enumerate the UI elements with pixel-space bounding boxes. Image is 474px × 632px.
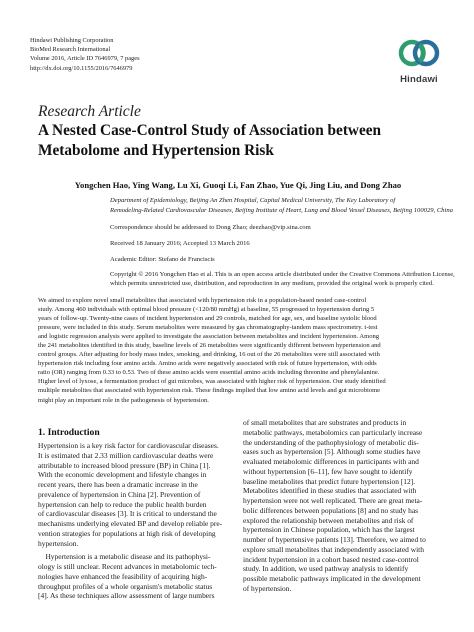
copyright-line: Copyright © 2016 Yongchen Hao et al. This is an open access article distributed under the Creative Commons Attribution License, (110, 271, 455, 278)
abstract-line: control groups. After adjusting for body mass index, smoking, and drinking, 16 out of the 26 metabolites were still associated with (38, 351, 380, 359)
body-line: ology is still unclear. Recent advances in metabolomic tech- (38, 562, 217, 571)
body-line: Hypertension is a key risk factor for cardiovascular diseases. (38, 441, 219, 450)
academic-editor: Academic Editor: Stefano de Franciscis (110, 256, 215, 263)
abstract-line: We aimed to explore novel small metabolites that associated with hypertension risk in a population-based nested case-control (38, 297, 367, 304)
body-line: hypertension can help to reduce the public health burden (38, 499, 207, 509)
body-line: mechanisms underlying elevated BP and develop reliable pre- (38, 519, 223, 528)
body-line: of hypertension. (243, 583, 292, 593)
body-line: vention strategies for populations at high risk of developing (38, 528, 216, 538)
body-line: explore small metabolites that independently associated with (243, 544, 424, 554)
section-heading-introduction: 1. Introduction (38, 427, 100, 438)
article-title-line: Metabolome and Hypertension Risk (38, 141, 274, 159)
intro-column-left (38, 441, 234, 601)
body-line: metabolic pathways, metabolomics can particularly increase (243, 427, 423, 437)
intro-column-right (243, 418, 443, 594)
correspondence: Correspondence should be addressed to Dong Zhao; deezhao@vip.sina.com (110, 224, 311, 231)
article-title-line: A Nested Case-Control Study of Association between (38, 122, 382, 139)
abstract-line: might play an important role in the pathogenesis of hypertension. (38, 396, 209, 404)
journal-doi: http://dx.doi.org/10.1155/2016/7646979 (30, 64, 133, 72)
abstract-line: hypertension risk including four amino acids. Amino acids were negatively associated with risk of future hypertension, with odds (38, 360, 377, 368)
author-list: Yongchen Hao, Ying Wang, Lu Xi, Guoqi Li, Fan Zhao, Yue Qi, Jing Liu, and Dong Zhao (74, 180, 402, 190)
abstract-line: and logistic regression analysis were applied to investigate the association between metabolites and incident hypertension. Among (38, 333, 380, 341)
body-line: hypertension. (38, 538, 79, 548)
body-line: throughput profiles of a whole organism's metabolic status (38, 581, 213, 591)
abstract-line: ratio (OR) ranging from 0.33 to 0.53. Two of these amino acids were essential amino acids including threonine and phenylalanine. (38, 369, 380, 377)
affiliation (110, 196, 453, 215)
journal-info (30, 36, 290, 73)
body-line: [4]. As these techniques allow assessment of large numbers (38, 591, 215, 601)
article-type: Research Article (38, 103, 141, 120)
body-line: evaluated metabolomic differences in participants with and (243, 457, 419, 466)
body-line: Metabolites identified in these studies that associated with (243, 486, 417, 496)
abstract-line: years of follow-up. Twenty-nine cases of incident hypertension and 29 controls, matched for age, sex, and baseline systolic blood (38, 315, 377, 323)
body-line: nologies have enhanced the feasibility of acquiring high- (38, 571, 208, 581)
abstract-line: pressure, were included in this study. Serum metabolites were measured by gas chromatography-tandem mass spectrometry. t-test (38, 324, 378, 332)
abstract (38, 296, 438, 405)
journal-publisher: Hindawi Publishing Corporation (30, 37, 114, 44)
hindawi-logo-icon (393, 34, 445, 74)
hindawi-logo (393, 34, 445, 90)
body-line: With the economic development and lifestyle changes in (38, 470, 207, 480)
body-line: hypertension in Chinese population, which has the largest (243, 525, 415, 535)
body-line: prevalence of hypertension in China [2]. Prevention of (38, 489, 201, 499)
copyright-line: which permits unrestricted use, distribution, and reproduction in any medium, provided the original work is properly cited. (110, 280, 434, 288)
abstract-line: study. Among 460 individuals with optimal blood pressure (<120/80 mmHg) at baseline, 55 progressed to hypertension during 5 (38, 306, 375, 314)
journal-volume: Volume 2016, Article ID 7646979, 7 pages (30, 55, 140, 63)
body-line: eases such as hypertension [5]. Although some studies have (243, 447, 421, 457)
journal-name: BioMed Research International (30, 46, 111, 54)
body-line: bolic differences between populations [8] and no study has (243, 505, 419, 515)
copyright-notice (110, 270, 455, 288)
body-line: baseline metabolites that predict future hypertension [12]. (243, 476, 416, 486)
affiliation-line: Remodeling-Related Cardiovascular Diseases, Beijing Institute of Heart, Lung and Blood Vessel Diseases, Beijing 100029, China (110, 206, 453, 214)
body-line: explored the relationship between metabolites and risk of (243, 515, 414, 525)
abstract-line: the 241 metabolites identified in this study, baseline levels of 26 metabolites were significantly different between hypertension and (38, 342, 381, 350)
abstract-line: multiple metabolites that associated with hypertension risk. These findings implied that low amino acid levels and gut microbiome (38, 387, 381, 395)
affiliation-line: Department of Epidemiology, Beijing An Zhen Hospital, Capital Medical University, The Key Laboratory of (110, 197, 396, 204)
body-line: attributable to increased blood pressure (BP) in China [1]. (38, 460, 211, 470)
body-line: It is estimated that 2.33 million cardiovascular deaths were (38, 450, 214, 460)
body-line: the understanding of the pathophysiology of metabolic dis- (243, 437, 419, 447)
body-line: incident hypertension in a cohort based nested case-control (243, 554, 419, 564)
received-dates: Received 18 January 2016; Accepted 13 March 2016 (110, 240, 250, 247)
article-title (38, 121, 438, 160)
body-line: possible metabolic pathways implicated in the development (243, 574, 421, 583)
body-line: number of hypertensive patients [13]. Therefore, we aimed to (243, 535, 426, 544)
body-line: Hypertension is a metabolic disease and its pathophysi- (38, 552, 211, 562)
abstract-line: Higher level of lyxose, a fermentation product of gut microbes, was associated with higher risk of hypertension. Our study identified (38, 378, 386, 386)
body-line: study. In addition, we used pathway analysis to identify (243, 564, 409, 574)
body-line: of cardiovascular diseases [3]. It is critical to understand the (38, 509, 217, 519)
body-line: of small metabolites that are substrates and products in (243, 418, 407, 427)
body-line: hypertension were not well replicated. There are great meta- (243, 496, 423, 505)
hindawi-logo-text: Hindawi (400, 74, 438, 85)
body-line: recent years, there has been a dramatic increase in the (38, 480, 198, 489)
body-line: without hypertension [6–11], few have sought to identify (243, 466, 413, 476)
